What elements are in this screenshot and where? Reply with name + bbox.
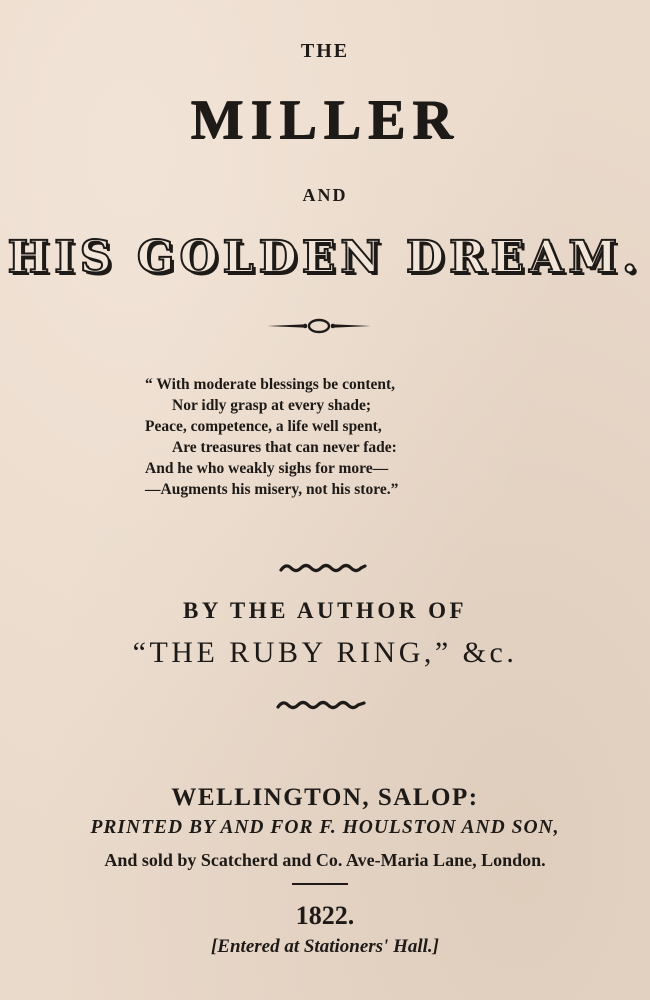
divider-rule — [292, 883, 348, 885]
title-the: THE — [300, 40, 350, 62]
by-author-line: BY THE AUTHOR OF — [182, 598, 468, 623]
epigraph-verse — [145, 374, 505, 500]
squiggle-divider-icon — [276, 698, 366, 712]
verse-line: “ With moderate blessings be content, — [145, 376, 396, 393]
imprint-printer: PRINTED BY AND FOR F. HOULSTON AND SON, — [90, 817, 560, 838]
verse-line: And he who weakly sighs for more— — [145, 460, 389, 477]
dash-circle-ornament-icon — [265, 317, 373, 335]
verse-line: —Augments his misery, not his store.” — [145, 481, 399, 498]
verse-line: Peace, competence, a life well spent, — [145, 418, 382, 435]
verse-line: Are treasures that can never fade: — [172, 439, 397, 456]
entered-at-stationers: [Entered at Stationers' Hall.] — [210, 936, 440, 957]
verse-line: Nor idly grasp at every shade; — [172, 397, 372, 414]
imprint-place: WELLINGTON, SALOP: — [171, 784, 479, 811]
title-and: AND — [302, 185, 348, 205]
title-golden-dream: HIS GOLDEN DREAM. — [7, 232, 643, 283]
ruby-ring-line: “THE RUBY RING,” &c. — [132, 636, 518, 669]
title-miller: MILLER — [190, 89, 460, 151]
squiggle-divider-icon — [279, 561, 367, 575]
imprint-sold-by: And sold by Scatcherd and Co. Ave-Maria Lane, London. — [104, 850, 546, 870]
imprint-year: 1822. — [295, 901, 355, 930]
